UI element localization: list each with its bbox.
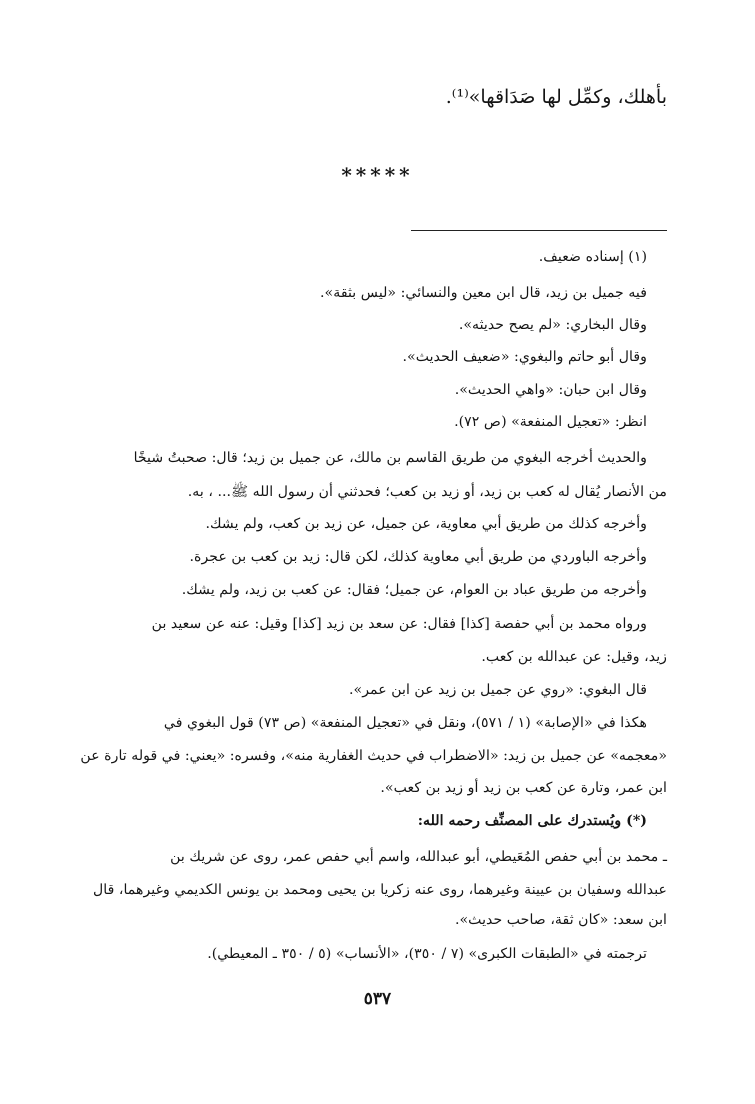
main-text-line: بأهلك، وكمِّل لها صَدَاقها»⁽¹⁾. xyxy=(445,86,667,108)
footnote-line: ابن عمر، وتارة عن كعب بن زيد أو زيد بن كعب». xyxy=(380,780,667,796)
footnote-rule xyxy=(411,230,667,231)
footnote-line: من الأنصار يُقال له كعب بن زيد، أو زيد بن كعب؛ فحدثني أن رسول الله ﷺ... ، به. xyxy=(187,484,667,500)
footnote-heading: (١) إسناده ضعيف. xyxy=(538,249,647,265)
addendum-line: ـ محمد بن أبي حفص المُعَيطي، أبو عبدالله، واسم أبي حفص عمر، روى عن شريك بن xyxy=(170,849,667,865)
footnote-line: وأخرجه كذلك من طريق أبي معاوية، عن جميل، عن زيد بن كعب، ولم يشك. xyxy=(205,516,647,532)
footnote-line: وقال أبو حاتم والبغوي: «ضعيف الحديث». xyxy=(402,349,647,365)
footnote-line: وأخرجه من طريق عباد بن العوام، عن جميل؛ فقال: عن كعب بن زيد، ولم يشك. xyxy=(181,582,647,598)
footnote-line: وقال ابن حبان: «واهي الحديث». xyxy=(454,382,647,398)
addendum-heading: (*) ويُستدرك على المصنِّف رحمه الله: xyxy=(417,813,647,829)
footnote-line: فيه جميل بن زيد، قال ابن معين والنسائي: «ليس بثقة». xyxy=(320,285,647,301)
addendum-line: عبدالله وسفيان بن عيينة وغيرهما، روى عنه زكريا بن يحيى ومحمد بن يونس الكديمي وغيرهما، قال xyxy=(92,882,667,898)
footnote-line: وأخرجه الباوردي من طريق أبي معاوية كذلك، لكن قال: زيد بن كعب بن عجرة. xyxy=(189,549,647,565)
page-number: ٥٣٧ xyxy=(363,989,392,1009)
footnote-line: والحديث أخرجه البغوي من طريق القاسم بن مالك، عن جميل بن زيد؛ قال: صحبتُ شيخًا xyxy=(133,450,647,466)
footnote-line: هكذا في «الإصابة» (١ / ٥٧١)، ونقل في «تعجيل المنفعة» (ص ٧٣) قول البغوي في xyxy=(163,715,647,731)
footnote-line: انظر: «تعجيل المنفعة» (ص ٧٢). xyxy=(454,414,647,430)
addendum-line: ابن سعد: «كان ثقة، صاحب حديث». xyxy=(454,912,667,928)
footnote-line: «معجمه» عن جميل بن زيد: «الاضطراب في حديث الغفارية منه»، وفسره: «يعني: في قوله تارة عن xyxy=(80,748,667,764)
footnote-line: قال البغوي: «روي عن جميل بن زيد عن ابن عمر». xyxy=(349,682,647,698)
addendum-line: ترجمته في «الطبقات الكبرى» (٧ / ٣٥٠)، «الأنساب» (٥ / ٣٥٠ ـ المعيطي). xyxy=(207,946,647,962)
footnote-line: زيد، وقيل: عن عبدالله بن كعب. xyxy=(481,649,667,665)
footnote-line: ورواه محمد بن أبي حفصة [كذا] فقال: عن سعد بن زيد [كذا] وقيل: عنه عن سعيد بن xyxy=(151,616,647,632)
section-separator: ***** xyxy=(341,163,414,187)
footnote-line: وقال البخاري: «لم يصح حديثه». xyxy=(458,317,647,333)
